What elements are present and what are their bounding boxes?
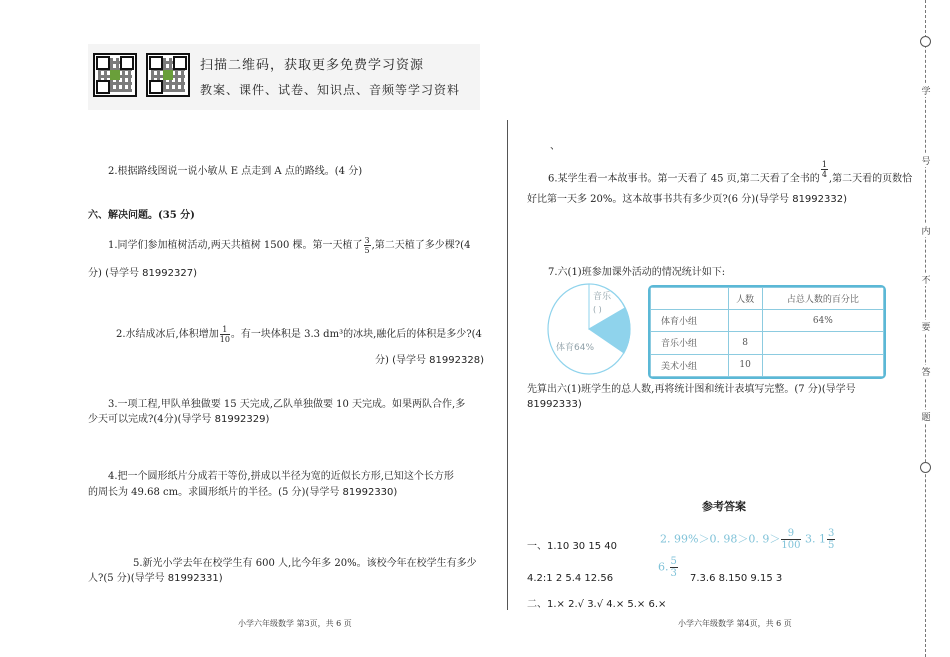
seal-char: 学 <box>920 84 932 97</box>
guide-number: (导学号 81992327) <box>105 268 197 279</box>
table-row: 音乐小组 8 <box>651 332 884 354</box>
guide-number: 81992333) <box>527 399 582 410</box>
question-2-line2: 分) (导学号 81992328) <box>375 355 484 366</box>
table-header: 人数 <box>728 288 762 310</box>
answers-title: 参考答案 <box>702 500 746 513</box>
table-header: 占总人数的百分比 <box>762 288 883 310</box>
seal-char: 要 <box>920 320 932 333</box>
pie-label-blank: ( ) <box>593 305 602 314</box>
table-header <box>651 288 729 310</box>
seal-char: 题 <box>920 410 932 423</box>
question-4: 4.把一个圆形纸片分成若干等份,拼成以半径为宽的近似长方形,已知这个长方形 <box>108 471 454 482</box>
answer-section-2: 二、1.× 2.√ 3.√ 4.× 5.× 6.× <box>527 599 667 610</box>
qr-code-right <box>146 53 190 97</box>
fraction: $\frac{3}{5}$ <box>364 236 370 255</box>
question-5-line2: 人?(5 分)(导学号 81992331) <box>88 573 223 584</box>
section-heading: 六、解决问题。(35 分) <box>88 210 195 221</box>
column-divider <box>507 120 508 610</box>
stats-table <box>648 285 886 379</box>
question-5: 5.新光小学去年在校学生有 600 人,比今年多 20%。该校今年在校学生有多少 <box>133 558 477 569</box>
question-6-line2: 好比第一天多 20%。这本故事书共有多少页?(6 分)(导学号 81992332) <box>527 194 848 205</box>
pie-label-pe: 体育64% <box>556 343 595 353</box>
question-route: 2.根据路线图说一说小敏从 E 点走到 A 点的路线。(4 分) <box>108 166 363 177</box>
punctuation-mark: 、 <box>550 141 560 152</box>
question-3-line2: 少天可以完成?(4分)(导学号 81992329) <box>88 414 270 425</box>
question-1: 1.同学们参加植树活动,两天共植树 1500 棵。第一天植了 $\frac{3}{5}$ ,第二天植了多少棵?(4 <box>108 236 471 255</box>
question-4-line2: 的周长为 49.68 cm。求圆形纸片的半径。(5 分)(导学号 81992330) <box>88 487 398 498</box>
binding-hole <box>920 462 931 473</box>
answer-6-handwritten: 6. $\frac{5}{3}$ <box>658 556 677 579</box>
question-7: 7.六(1)班参加课外活动的情况统计如下: <box>548 267 726 278</box>
banner-subtitle: 教案、课件、试卷、知识点、音频等学习资料 <box>200 83 461 97</box>
pie-chart <box>546 282 632 376</box>
promo-banner <box>88 44 480 110</box>
seal-char: 号 <box>920 154 932 167</box>
question-6: 6.某学生看一本故事书。第一天看了 45 页,第二天看了全书的 $\frac{1}{4}$ ,第二天看的页数恰 <box>548 160 913 185</box>
question-3: 3.一项工程,甲队单独做要 15 天完成,乙队单独做要 10 天完成。如果两队合作,多 <box>108 399 466 410</box>
guide-number: (导学号 81992331) <box>130 573 223 584</box>
guide-number: (导学号 81992330) <box>305 487 398 498</box>
seal-line <box>916 0 936 657</box>
fraction: $\frac{1}{10}$ <box>219 325 230 344</box>
answer-7-9: 7.3.6 8.150 9.15 3 <box>690 573 783 584</box>
guide-number: (导学号 81992332) <box>755 194 848 205</box>
answer-1-handwritten: 2. 99%＞0. 98＞0. 9＞ $\frac{9}{100}$ 3. 1 $\frac{3}{5}$ <box>660 528 835 551</box>
guide-number: (导学号 81992328) <box>392 355 484 366</box>
qr-code-left <box>93 53 137 97</box>
question-1-line2: 分) (导学号 81992327) <box>88 268 197 279</box>
seal-char: 内 <box>920 224 932 237</box>
answer-1: 一、1.10 30 15 40 <box>527 541 617 552</box>
fraction: $\frac{1}{4}$ <box>821 160 827 179</box>
question-7-instruction: 先算出六(1)班学生的总人数,再将统计图和统计表填写完整。(7 分)(导学号 <box>527 384 856 395</box>
table-row: 美术小组 10 <box>651 354 884 376</box>
seal-char: 答 <box>920 365 932 378</box>
question-2: 2.水结成冰后,体积增加 $\frac{1}{10}$ 。有一块体积是 3.3 dm³的冰块,融化后的体积是多少?(4 <box>116 325 482 344</box>
seal-char: 不 <box>920 273 932 286</box>
guide-number: (导学号 81992329) <box>177 414 270 425</box>
banner-title: 扫描二维码，获取更多免费学习资源 <box>200 58 425 73</box>
pie-label-music: 音乐 <box>593 292 612 302</box>
page-footer-left: 小学六年级数学 第3页，共 6 页 <box>238 619 352 628</box>
answer-4: 4.2:1 2 5.4 12.56 <box>527 573 614 584</box>
binding-hole <box>920 36 931 47</box>
page-footer-right: 小学六年级数学 第4页，共 6 页 <box>678 619 792 628</box>
table-row: 体育小组 64% <box>651 310 884 332</box>
